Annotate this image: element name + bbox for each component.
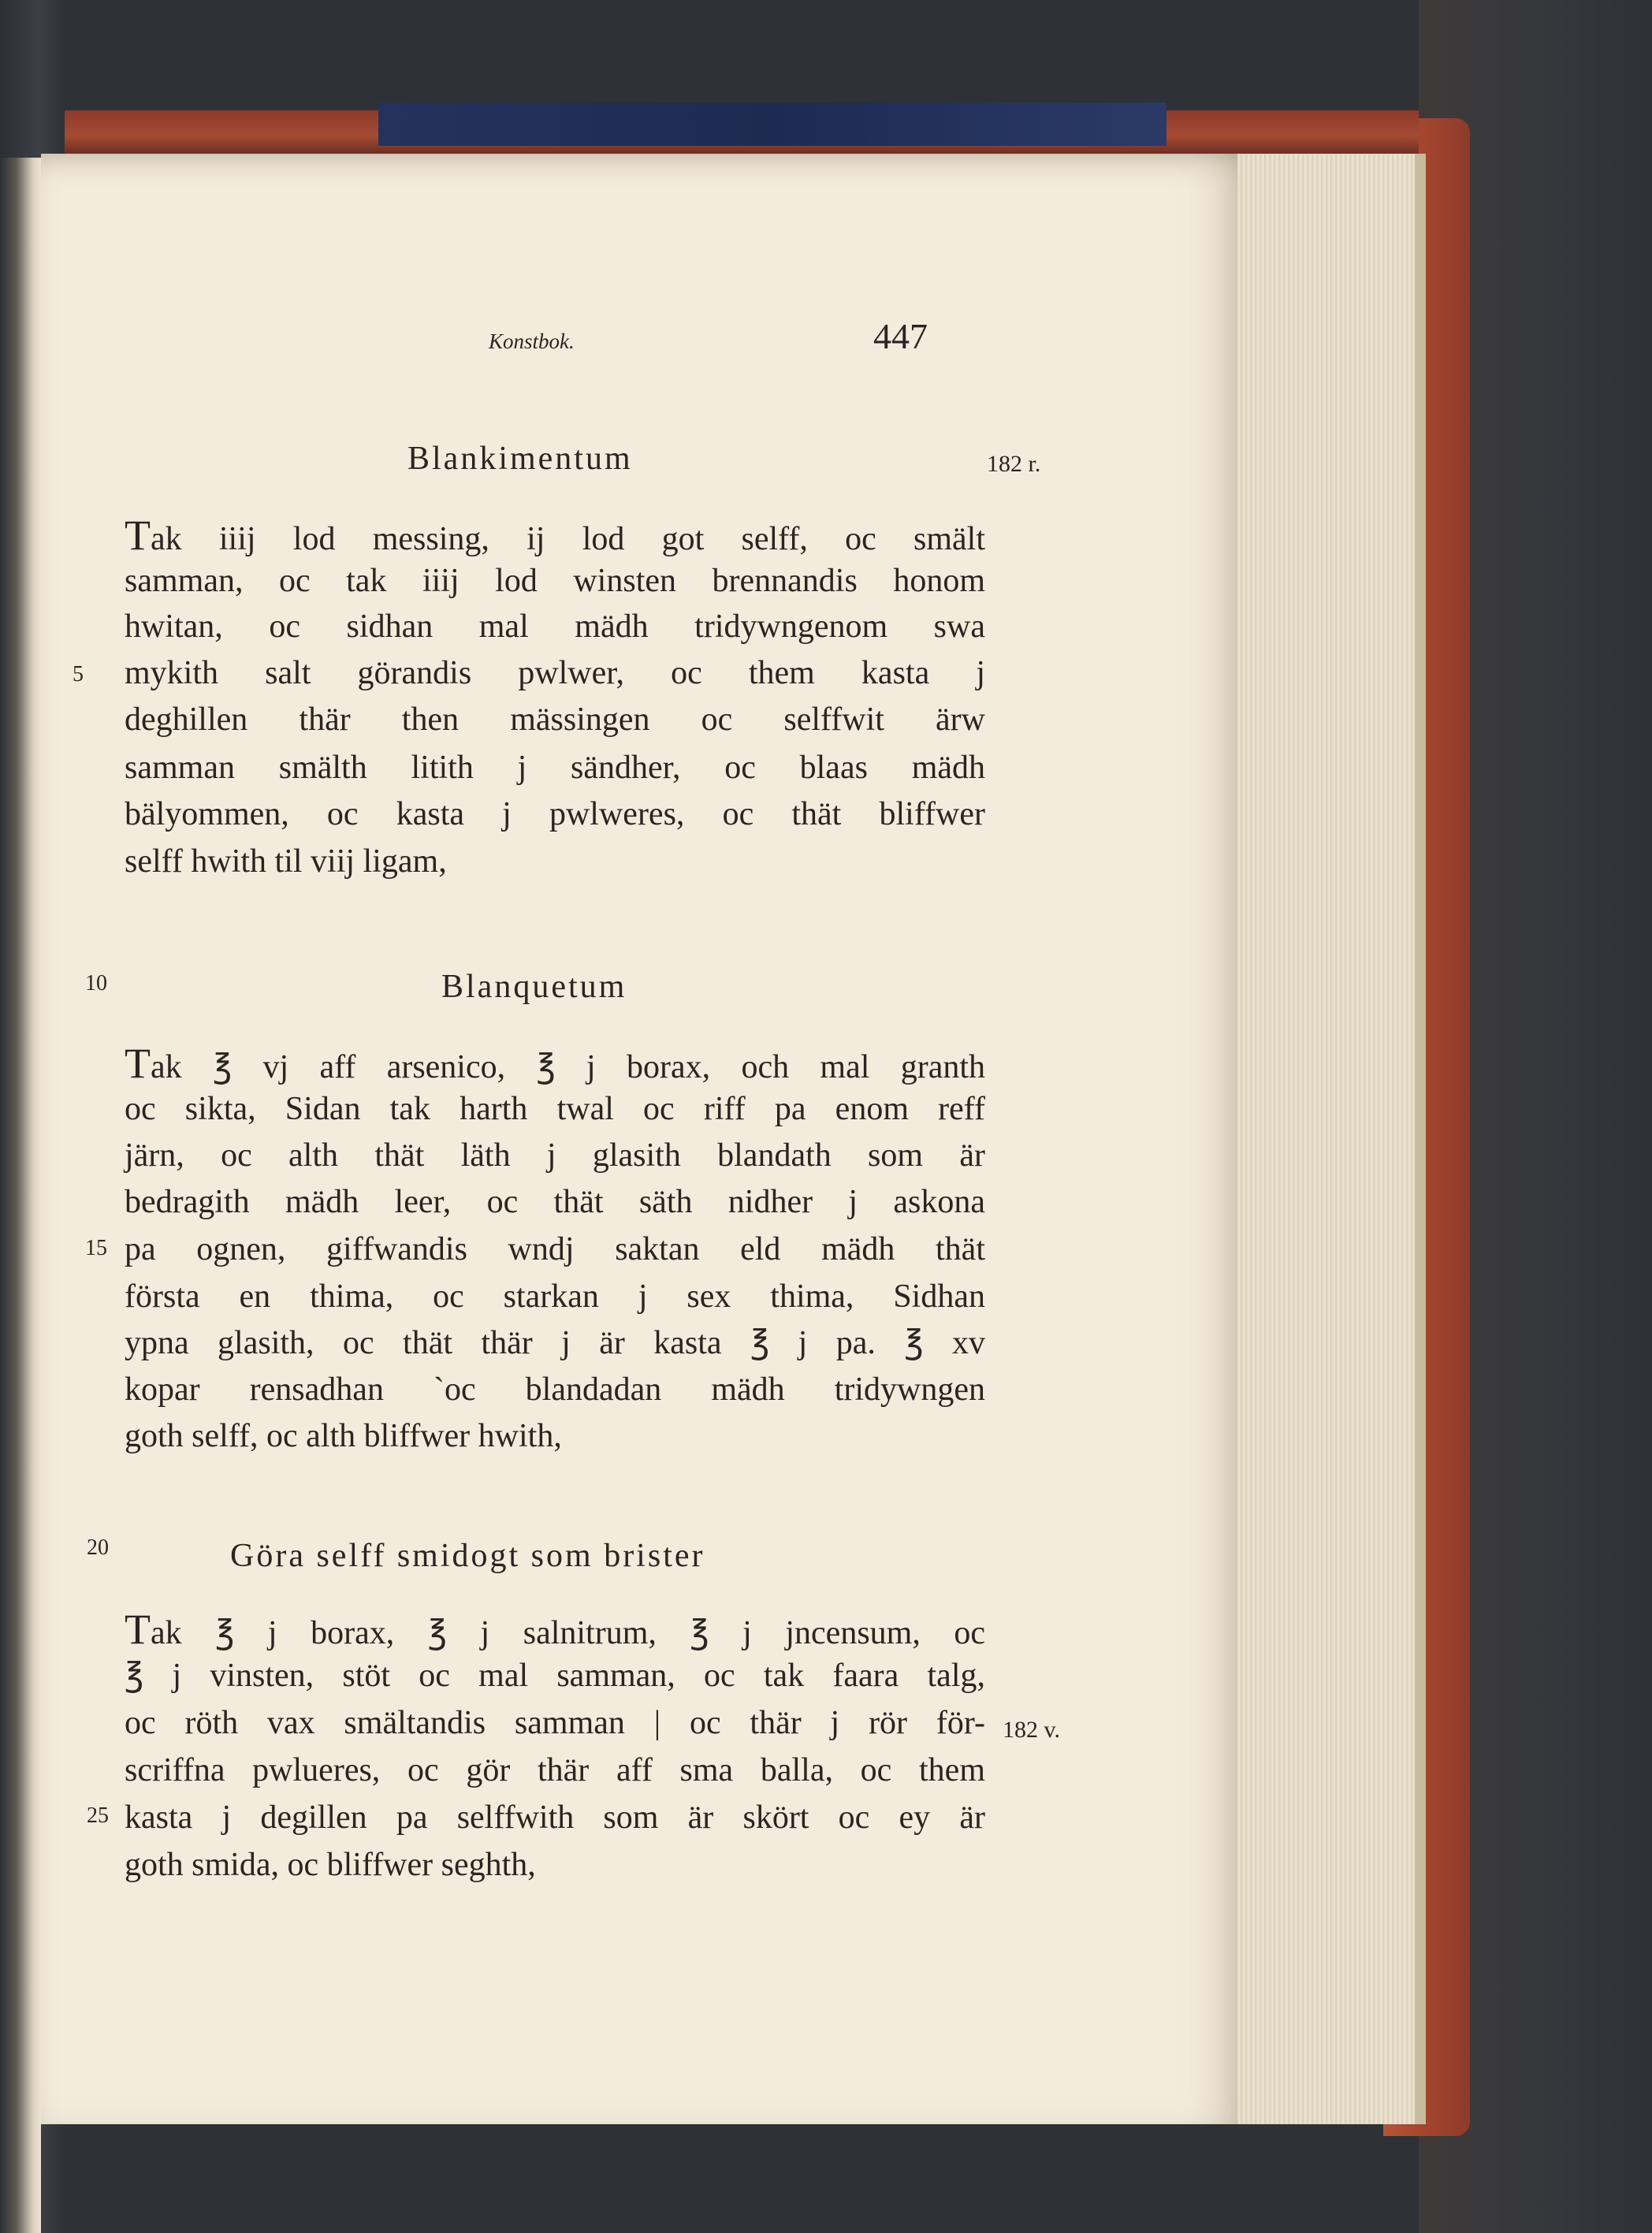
text-line: bedragith mädh leer, oc thät säth nidher j askona — [125, 1184, 985, 1220]
line-number: 15 — [85, 1236, 107, 1260]
text-line: goth smida, oc bliffwer seghth, — [125, 1847, 536, 1883]
text-line: kopar rensadhan `oc blandadan mädh tridywngen — [125, 1371, 985, 1408]
line-number: 20 — [87, 1535, 109, 1560]
text-line: Tak ℥ j borax, ℥ j salnitrum, ℥ j jncensum, oc — [125, 1606, 985, 1653]
text-line: hwitan, oc sidhan mal mädh tridywngenom swa — [125, 608, 985, 645]
section-heading-blankimentum: Blankimentum — [407, 441, 633, 477]
text-line: ℥ j vinsten, stöt oc mal samman, oc tak faara talg, — [125, 1658, 985, 1694]
text-line: Tak ℥ vj aff arsenico, ℥ j borax, och mal granth — [125, 1040, 985, 1087]
line-number: 10 — [85, 971, 107, 996]
line-number: 25 — [87, 1803, 109, 1828]
text-line: kasta j degillen pa selffwith som är skört oc ey är — [125, 1799, 985, 1836]
text-line: Tak iiij lod messing, ij lod got selff, oc smält — [125, 512, 985, 559]
book-cover-top-binding — [378, 102, 1166, 146]
text-line: oc röth vax smältandis samman | oc thär j rör för- — [125, 1705, 985, 1741]
folio-marker-182r: 182 r. — [987, 451, 1041, 477]
text-line: samman, oc tak iiij lod winsten brennandis honom — [125, 563, 985, 599]
text-line: goth selff, oc alth bliffwer hwith, — [125, 1418, 562, 1454]
text-line: bälyommen, oc kasta j pwlweres, oc thät bliffwer — [125, 796, 985, 832]
section-heading-blanquetum: Blanquetum — [441, 969, 627, 1005]
text-line: första en thima, oc starkan j sex thima, Sidhan — [125, 1278, 985, 1315]
text-line: samman smälth litith j sändher, oc blaas mädh — [125, 750, 985, 786]
section-heading-gora-selff: Göra selff smidogt som brister — [230, 1538, 705, 1574]
text-line: scriffna pwlueres, oc gör thär aff sma balla, oc them — [125, 1752, 985, 1788]
text-line: deghillen thär then mässingen oc selffwit ärw — [125, 702, 985, 738]
text-line: järn, oc alth thät läth j glasith blandath som är — [125, 1137, 985, 1174]
running-head — [0, 315, 1652, 363]
line-number: 5 — [73, 662, 84, 687]
text-line: oc sikta, Sidan tak harth twal oc riff pa enom reff — [125, 1091, 985, 1127]
text-line: selff hwith til viij ligam, — [125, 843, 447, 880]
text-line: pa ognen, giffwandis wndj saktan eld mädh thät — [125, 1231, 985, 1267]
folio-marker-182v: 182 v. — [1003, 1717, 1061, 1743]
text-line: ypna glasith, oc thät thär j är kasta ℥ j pa. ℥ xv — [125, 1325, 985, 1361]
page-number: 447 — [873, 316, 928, 356]
gutter-shadow — [0, 158, 41, 2233]
text-line: mykith salt görandis pwlwer, oc them kasta j — [125, 655, 985, 691]
page-stack-edge — [1233, 154, 1426, 2124]
running-head-title: Konstbok. — [489, 329, 575, 353]
